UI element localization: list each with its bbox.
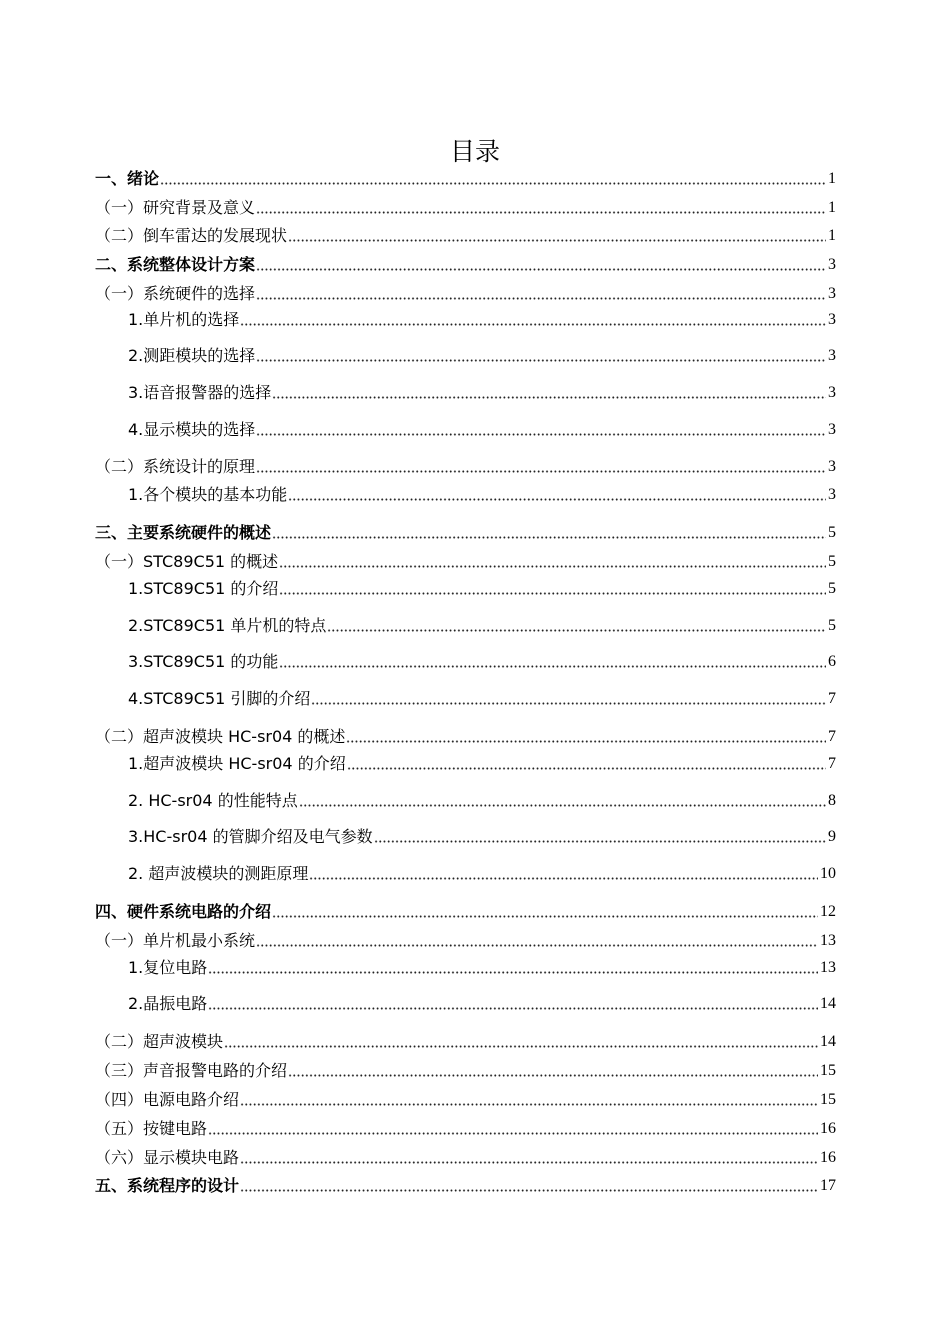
toc-dot-leader <box>240 323 826 326</box>
toc-entry-label: 四、硬件系统电路的介绍 <box>95 902 272 921</box>
toc-dot-leader <box>346 740 826 743</box>
toc-dot-leader <box>272 396 826 399</box>
toc-entry[interactable] <box>95 1116 836 1140</box>
toc-entry[interactable] <box>128 824 836 848</box>
toc-entry-label: （一）研究背景及意义 <box>95 198 256 217</box>
toc-entry-label: 2. HC-sr04 的性能特点 <box>128 791 298 810</box>
toc-entry-label: 3.HC-sr04 的管脚介绍及电气参数 <box>128 827 373 846</box>
toc-page-number: 7 <box>828 728 836 745</box>
toc-entry[interactable] <box>128 788 836 812</box>
toc-page-number: 6 <box>828 653 836 670</box>
toc-dot-leader <box>279 565 826 568</box>
toc-entry[interactable] <box>95 899 836 923</box>
toc-entry-label: （一）STC89C51 的概述 <box>95 552 279 571</box>
toc-entry[interactable] <box>95 281 836 305</box>
toc-entry-label: 4.STC89C51 引脚的介绍 <box>128 689 311 708</box>
toc-entry-label: （二）超声波模块 <box>95 1032 224 1051</box>
toc-dot-leader <box>279 592 826 595</box>
toc-dot-leader <box>272 915 818 918</box>
toc-entry-label: 2.晶振电路 <box>128 994 208 1013</box>
toc-page-number: 17 <box>820 1177 836 1194</box>
toc-entry-label: （二）系统设计的原理 <box>95 457 256 476</box>
toc-dot-leader <box>272 536 826 539</box>
toc-entry[interactable] <box>128 307 836 331</box>
toc-page-number: 3 <box>828 384 836 401</box>
toc-dot-leader <box>299 804 826 807</box>
toc-dot-leader <box>256 211 826 214</box>
toc-page-number: 16 <box>820 1120 836 1137</box>
toc-entry-label: （六）显示模块电路 <box>95 1148 240 1167</box>
toc-dot-leader <box>256 470 826 473</box>
toc-dot-leader <box>256 268 826 271</box>
toc-entry[interactable] <box>95 1058 836 1082</box>
toc-entry[interactable] <box>128 343 836 367</box>
toc-entry-label: 2. 超声波模块的测距原理 <box>128 864 309 883</box>
toc-dot-leader <box>208 1007 818 1010</box>
toc-dot-leader <box>256 297 826 300</box>
toc-dot-leader <box>374 840 826 843</box>
toc-page-number: 5 <box>828 524 836 541</box>
toc-entry[interactable] <box>128 991 836 1015</box>
toc-page-number: 3 <box>828 486 836 503</box>
toc-page-number: 1 <box>828 199 836 216</box>
toc-entry[interactable] <box>95 549 836 573</box>
toc-dot-leader <box>160 182 826 185</box>
toc-entry[interactable] <box>128 417 836 441</box>
toc-title: 目录 <box>449 136 500 166</box>
toc-entry[interactable] <box>128 380 836 404</box>
toc-page-number: 15 <box>820 1062 836 1079</box>
toc-entry-label: （二）超声波模块 HC-sr04 的概述 <box>95 727 346 746</box>
toc-entry[interactable] <box>95 520 836 544</box>
toc-dot-leader <box>288 239 826 242</box>
toc-page-number: 3 <box>828 421 836 438</box>
toc-entry[interactable] <box>128 576 836 600</box>
toc-page-number: 5 <box>828 580 836 597</box>
toc-entry-label: 1.超声波模块 HC-sr04 的介绍 <box>128 754 346 773</box>
toc-entry[interactable] <box>95 166 836 190</box>
toc-entry-label: 1.各个模块的基本功能 <box>128 485 288 504</box>
toc-entry[interactable] <box>128 686 836 710</box>
toc-entry[interactable] <box>128 955 836 979</box>
toc-dot-leader <box>256 359 826 362</box>
toc-page-number: 3 <box>828 458 836 475</box>
toc-page-number: 3 <box>828 285 836 302</box>
toc-entry-label: 二、系统整体设计方案 <box>95 255 256 274</box>
toc-dot-leader <box>279 665 826 668</box>
toc-entry-label: （五）按键电路 <box>95 1119 208 1138</box>
toc-entry[interactable] <box>128 861 836 885</box>
toc-page-number: 14 <box>820 995 836 1012</box>
toc-entry-label: 2.测距模块的选择 <box>128 346 256 365</box>
toc-page-number: 9 <box>828 828 836 845</box>
toc-entry[interactable] <box>95 1145 836 1169</box>
toc-dot-leader <box>240 1189 818 1192</box>
toc-entry[interactable] <box>95 724 836 748</box>
toc-page-number: 16 <box>820 1149 836 1166</box>
toc-entry[interactable] <box>128 751 836 775</box>
toc-entry-label: 3.语音报警器的选择 <box>128 383 272 402</box>
toc-entry-label: 五、系统程序的设计 <box>95 1176 240 1195</box>
toc-page-number: 7 <box>828 755 836 772</box>
toc-dot-leader <box>208 1132 818 1135</box>
toc-page-number: 13 <box>820 959 836 976</box>
toc-page-number: 12 <box>820 903 836 920</box>
toc-dot-leader <box>240 1161 818 1164</box>
toc-entry[interactable] <box>95 1173 836 1197</box>
toc-entry[interactable] <box>95 1029 836 1053</box>
toc-entry[interactable] <box>128 482 836 506</box>
toc-page-number: 3 <box>828 347 836 364</box>
toc-dot-leader <box>224 1045 818 1048</box>
toc-dot-leader <box>240 1103 818 1106</box>
toc-entry-label: 1.STC89C51 的介绍 <box>128 579 279 598</box>
toc-page-number: 3 <box>828 311 836 328</box>
toc-page-number: 7 <box>828 690 836 707</box>
toc-entry[interactable] <box>95 195 836 219</box>
toc-dot-leader <box>309 877 818 880</box>
toc-entry[interactable] <box>95 928 836 952</box>
toc-page-number: 5 <box>828 553 836 570</box>
toc-entry-label: 3.STC89C51 的功能 <box>128 652 279 671</box>
toc-entry-label: 1.单片机的选择 <box>128 310 240 329</box>
toc-dot-leader <box>256 944 818 947</box>
toc-dot-leader <box>347 767 826 770</box>
toc-page-number: 14 <box>820 1033 836 1050</box>
toc-entry[interactable] <box>95 1087 836 1111</box>
toc-page-number: 8 <box>828 792 836 809</box>
toc-page-number: 5 <box>828 617 836 634</box>
toc-dot-leader <box>311 702 826 705</box>
toc-dot-leader <box>327 629 826 632</box>
toc-entry-label: （二）倒车雷达的发展现状 <box>95 226 288 245</box>
toc-entry-label: 4.显示模块的选择 <box>128 420 256 439</box>
toc-page-number: 10 <box>820 865 836 882</box>
toc-entry-label: （一）系统硬件的选择 <box>95 284 256 303</box>
toc-page-number: 1 <box>828 227 836 244</box>
toc-entry[interactable] <box>95 454 836 478</box>
toc-page-number: 15 <box>820 1091 836 1108</box>
toc-entry-label: 1.复位电路 <box>128 958 208 977</box>
toc-dot-leader <box>208 971 818 974</box>
toc-entry-label: 2.STC89C51 单片机的特点 <box>128 616 327 635</box>
toc-page-number: 1 <box>828 170 836 187</box>
toc-dot-leader <box>256 433 826 436</box>
toc-entry[interactable] <box>128 649 836 673</box>
toc-dot-leader <box>288 1074 818 1077</box>
toc-page-number: 13 <box>820 932 836 949</box>
toc-dot-leader <box>288 498 826 501</box>
toc-entry-label: 三、主要系统硬件的概述 <box>95 523 272 542</box>
toc-page-number: 3 <box>828 256 836 273</box>
toc-entry-label: （一）单片机最小系统 <box>95 931 256 950</box>
toc-entry-label: （四）电源电路介绍 <box>95 1090 240 1109</box>
toc-entry[interactable] <box>95 223 836 247</box>
toc-entry-label: 一、绪论 <box>95 169 160 188</box>
toc-entry-label: （三）声音报警电路的介绍 <box>95 1061 288 1080</box>
toc-entry[interactable] <box>95 252 836 276</box>
toc-entry[interactable] <box>128 613 836 637</box>
